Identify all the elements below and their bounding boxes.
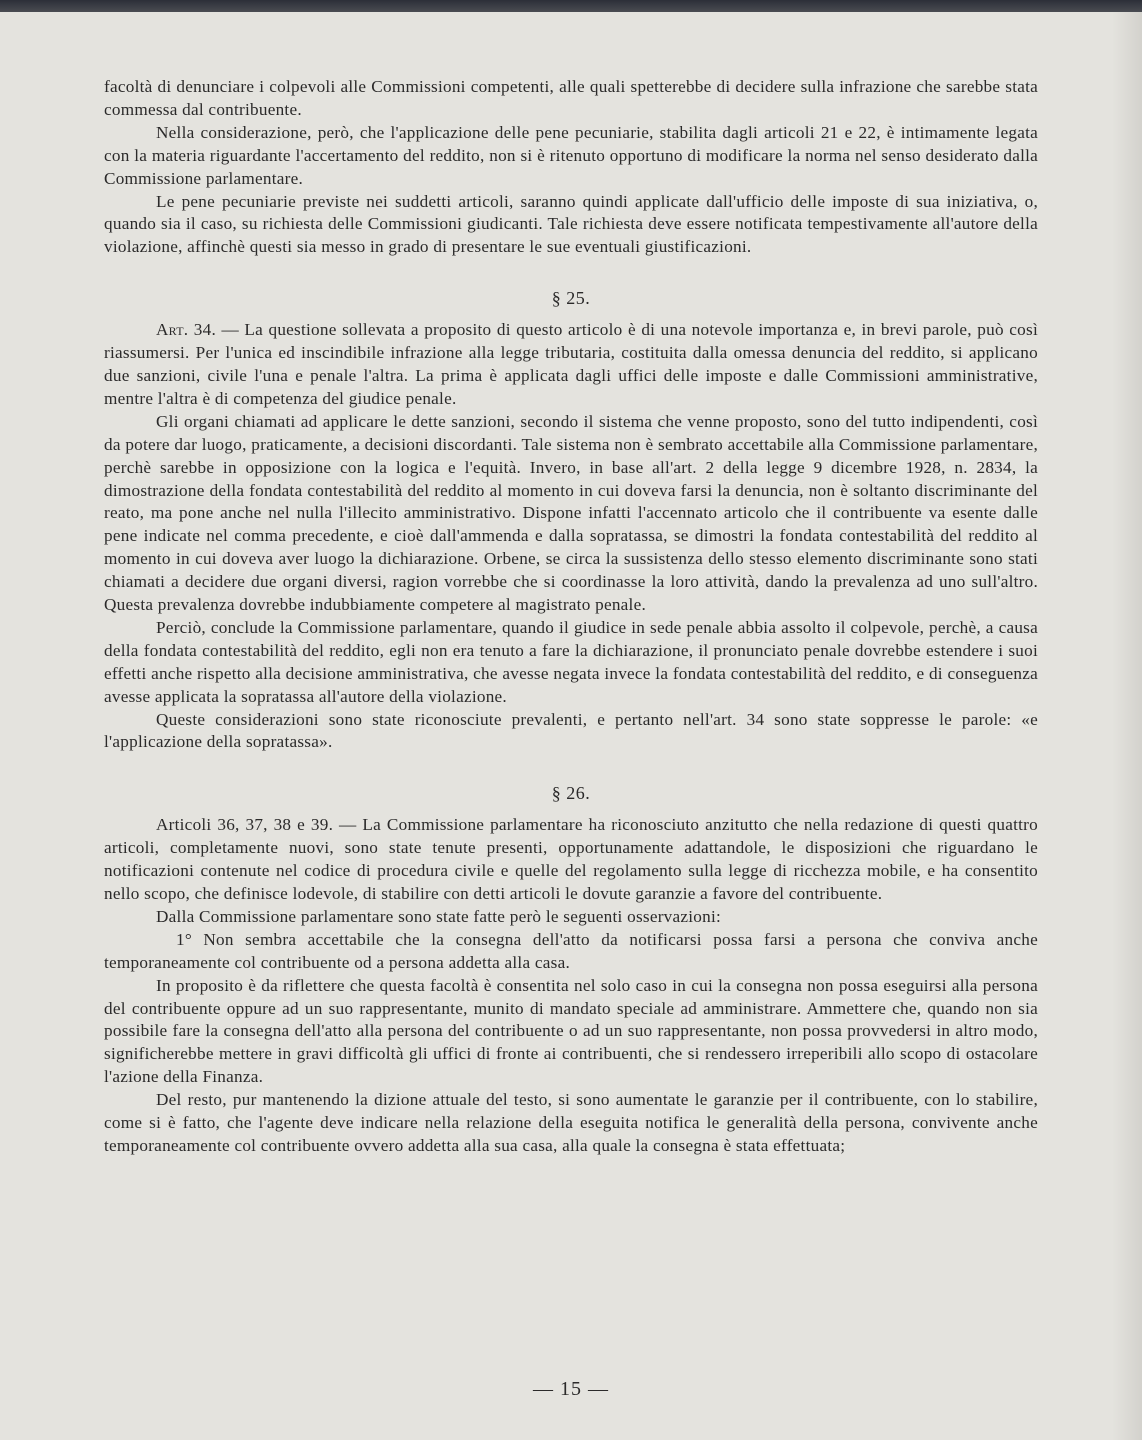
list-item: 1° Non sembra accettabile che la consegna dell'atto da notificarsi possa farsi a persona che conviva anche temporaneamente col contribuente od a persona addetta alla casa. — [104, 929, 1038, 972]
article-text: 34. — La questione sollevata a proposito di questo articolo è di una notevole importanza e, in brevi parole, può così riassumersi. Per l'unica ed inscindibile infrazione alla legge tributaria, costituita dalla omessa denuncia del reddito, si applicano due sanzioni, civile l'una e penale l'altra. La prima è applicata dagli uffici delle imposte e dalle Commissioni amministrative, mentre l'altra è di competenza del giudice penale. — [104, 320, 1038, 408]
page-number: — 15 — — [533, 1378, 609, 1400]
paragraph: In proposito è da riflettere che questa facoltà è consentita nel solo caso in cui la consegna non possa eseguirsi alla persona del contribuente oppure ad un suo rappresentante, munito di mandato speciale ad amministrare. Ammettere che, quando non sia possibile fare la consegna dell'atto alla persona del contribuente o ad un suo rappresentante, non possa provvedersi in altro modo, significherebbe mettere in gravi difficoltà gli uffici di fronte ai contribuenti, che si rendessero irreperibili allo scopo di ostacolare l'azione della Finanza. — [104, 975, 1038, 1087]
page-edge-shadow — [1112, 12, 1142, 1440]
paragraph-continuation: facoltà di denunciare i colpevoli alle Commissioni competenti, alle quali spetterebbe di decidere sulla infrazione che sarebbe stata commessa dal contribuente. — [104, 77, 1038, 119]
paragraph: Nella considerazione, però, che l'applicazione delle pene pecuniarie, stabilita dagli articoli 21 e 22, è intimamente legata con la materia riguardante l'accertamento del reddito, non si è ritenuto opportuno di modificare la norma nel senso desiderato dalla Commissione parlamentare. — [104, 122, 1038, 188]
section-heading-25: § 25. — [551, 288, 591, 309]
paragraph: Articoli 36, 37, 38 e 39. — La Commissione parlamentare ha riconosciuto anzitutto che nella redazione di questi quattro articoli, completamente nuovi, sono state tenute presenti, opportunamente adattandole, le disposizioni che riguardano le notificazioni contenute nel codice di procedura civile e quelle del regolamento sulla legge di ricchezza mobile, e ha consentito nello scopo, che definisce lodevole, di stabilire con detti articoli le dovute garanzie a favore del contribuente. — [104, 815, 1038, 903]
paragraph: Del resto, pur mantenendo la dizione attuale del testo, si sono aumentate le garanzie per il contribuente, con lo stabilire, come si è fatto, che l'agente deve indicare nella relazione della eseguita notifica le generalità della persona, convivente anche temporaneamente col contribuente ovvero addetta alla sua casa, alla quale la consegna è stata effettuata; — [104, 1090, 1038, 1155]
document-body — [104, 76, 1038, 1158]
paragraph: Perciò, conclude la Commissione parlamentare, quando il giudice in sede penale abbia assolto il colpevole, perchè, a causa della fondata contestabilità del reddito, egli non era tenuto a fare la dichiarazione, il pronunciato penale dovrebbe estendere i suoi effetti anche rispetto alla decisione amministrativa, che avesse negata invece la fondata contestabilità del reddito, e di conseguenza avesse applicata la sopratassa all'autore della violazione. — [104, 617, 1038, 706]
paragraph-art-34 — [104, 319, 1038, 411]
article-label: Art. — [156, 320, 189, 340]
paragraph: Gli organi chiamati ad applicare le dette sanzioni, secondo il sistema che venne proposto, sono del tutto indipendenti, così da potere dar luogo, praticamente, a decisioni discordanti. Tale sistema non è sembrato accettabile alla Commissione parlamentare, perchè sarebbe in opposizione con la logica e l'equità. Invero, in base all'art. 2 della legge 9 dicembre 1928, n. 2834, la dimostrazione della fondata contestabilità del reddito al momento in cui doveva farsi la denuncia, non è soltanto discriminante del reato, ma pone anche nel nulla l'illecito amministrativo. Dispone infatti l'accennato articolo che il contribuente va esente dalle pene indicate nel comma precedente, e cioè dall'ammenda e dalla sopratassa, se dimostri la fondata contestabilità del reddito al momento in cui doveva aver luogo la dichiarazione. Orbene, se circa la sussistenza dello stesso elemento discriminante sono stati chiamati a decidere due organi diversi, ragion vorrebbe che si coordinasse la loro attività, dando la prevalenza ad uno sull'altro. Questa prevalenza dovrebbe indubbiamente competere al magistrato penale. — [104, 411, 1038, 615]
scan-top-border — [0, 0, 1142, 12]
section-heading-26: § 26. — [551, 783, 591, 804]
paragraph: Dalla Commissione parlamentare sono state fatte però le seguenti osservazioni: — [156, 906, 722, 926]
paragraph: Le pene pecuniarie previste nei suddetti articoli, saranno quindi applicate dall'ufficio delle imposte di sua iniziativa, o, quando sia il caso, su richiesta delle Commissioni giudicanti. Tale richiesta deve essere notificata tempestivamente all'autore della violazione, affinchè questi sia messo in grado di presentare le sue eventuali giustificazioni. — [104, 191, 1038, 257]
paragraph: Queste considerazioni sono state riconosciute prevalenti, e pertanto nell'art. 34 sono state soppresse le parole: «e l'applicazione della sopratassa». — [104, 709, 1038, 752]
